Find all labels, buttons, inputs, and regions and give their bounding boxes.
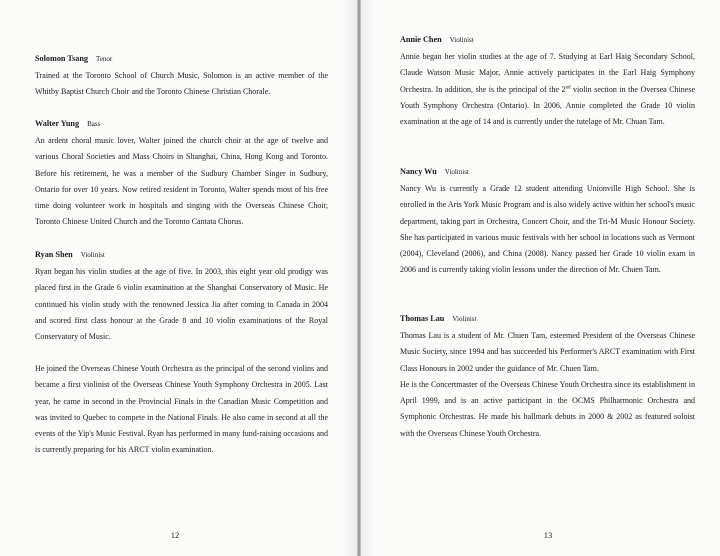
performer-role: Bass [87,120,101,128]
performer-role: Violinist [452,315,477,323]
bio-thomas-lau [400,311,695,442]
left-page [0,0,357,556]
bio-annie-chen [400,32,695,130]
bio-text: Annie began her violin studies at the age of 7. Studying at Earl Haig Secondary School, Claude Watson Music Major, Annie actively participates in the Earl Haig Symphony Orchestra. In addition, she is the principal of the 2 [400,52,695,94]
performer-role: Tenor [96,55,113,63]
performer-role: Violinist [444,168,469,176]
bio-heading [400,311,695,325]
bio-heading [35,116,328,130]
page-number: 12 [170,530,180,540]
page-shadow [361,0,375,556]
performer-role: Violinist [449,36,474,44]
bio-paragraph: Trained at the Toronto School of Church Music, Solomon is an active member of the Whitby Baptist Church Choir and the Toronto Chinese Christian Chorale. [35,71,328,97]
performer-name: Solomon Tsang [35,54,89,63]
bio-paragraph: An ardent choral music lover, Walter joined the church choir at the age of twelve and various Choral Societies and Mass Choirs in Shanghai, China, Hong Kong and Toronto. Before his retirement, he was a member of the Sudbury Chamber Singer in Sudbury, Ontario for over 10 years. Now retired resident in Toronto, Walter spends most of his free time doing volunteer work in hospitals and singing with the Overseas Chinese Choir, Toronto Chinese United Church and the Toronto Cantata Chorus. [35,136,328,227]
page-number: 13 [543,530,553,540]
bio-ryan-shen [35,247,328,345]
bio-text: violin section in the Oversea Chinese Youth Symphony Orchestra (Ontario). In 2006, Annie completed the Grade 10 violin examination at the age of 14 and is currently under the tutelage of Mr. Chuan Tam. [400,84,695,127]
page-shadow [343,0,357,556]
bio-nancy-wu [400,164,695,279]
bio-paragraph: He joined the Overseas Chinese Youth Orchestra as the principal of the second violins and became a first violinist of the Overseas Chinese Youth Symphony Orchestra in 2005. Last year, he came in second in the Provincial Finals in the Canadian Music Competition and was invited to Quebec to compete in the National Finals. He also came in second at all the events of the Yip's Music Festival. Ryan has performed in many fund-raising occasions and is currently preparing for his ARCT violin examination. [35,364,328,455]
bio-heading [35,51,328,65]
bio-heading [400,32,695,46]
performer-role: Violinist [80,251,105,259]
performer-name: Annie Chen [400,35,442,44]
bio-heading [400,164,695,178]
bio-paragraph: Nancy Wu is currently a Grade 12 student attending Unionville High School. She is enrolled in the Arts York Music Program and is also widely active within her school's music department, taking part in Orchestra, Concert Choir, and the Tri-M Music Honour Society. She has participated in various music festivals with her school in locations such as Vermont (2004), Cleveland (2006), and China (2008). Nancy passed her Grade 10 violin exam in 2006 and is currently taking violin lessons under the direction of Mr. Chuen Tam. [400,184,695,275]
bio-walter-yung [35,116,328,231]
bio-solomon-tsang [35,51,328,101]
bio-ryan-shen-continued [35,361,328,459]
ordinal-suffix: nd [565,84,571,90]
performer-name: Ryan Shen [35,250,73,259]
bio-heading [35,247,328,261]
performer-name: Walter Yung [35,119,80,128]
bio-paragraph: He is the Concertmaster of the Overseas Chinese Youth Orchestra since its establishment in April 1999, and is an active participant in the OCMS Philharmonic Orchestra and Symphonic Orchestras. He made his hallmark debuts in 2000 & 2002 as featured soloist with the Overseas Chinese Youth Orchestra. [400,379,695,438]
performer-name: Nancy Wu [400,167,437,176]
bio-paragraph [400,49,695,130]
bio-paragraph: Ryan began his violin studies at the age of five. In 2003, this eight year old prodigy was placed first in the Grade 6 violin examination at the Shanghai Conservatory of Music. He continued his violin study with the renowned Jessica Jia after coming to Canada in 2004 and scored first class honour at the Grade 8 and 10 violin examinations of the Royal Conservatory of Music. [35,267,328,342]
performer-name: Thomas Lau [400,314,445,323]
bio-paragraph: Thomas Lau is a student of Mr. Chuen Tam, esteemed President of the Overseas Chinese Music Society, since 1994 and has succeeded his Performer's ARCT examination with First Class Honours in 2002 under the guidance of Mr. Chuen Tam. [400,331,695,373]
right-page [361,0,720,556]
